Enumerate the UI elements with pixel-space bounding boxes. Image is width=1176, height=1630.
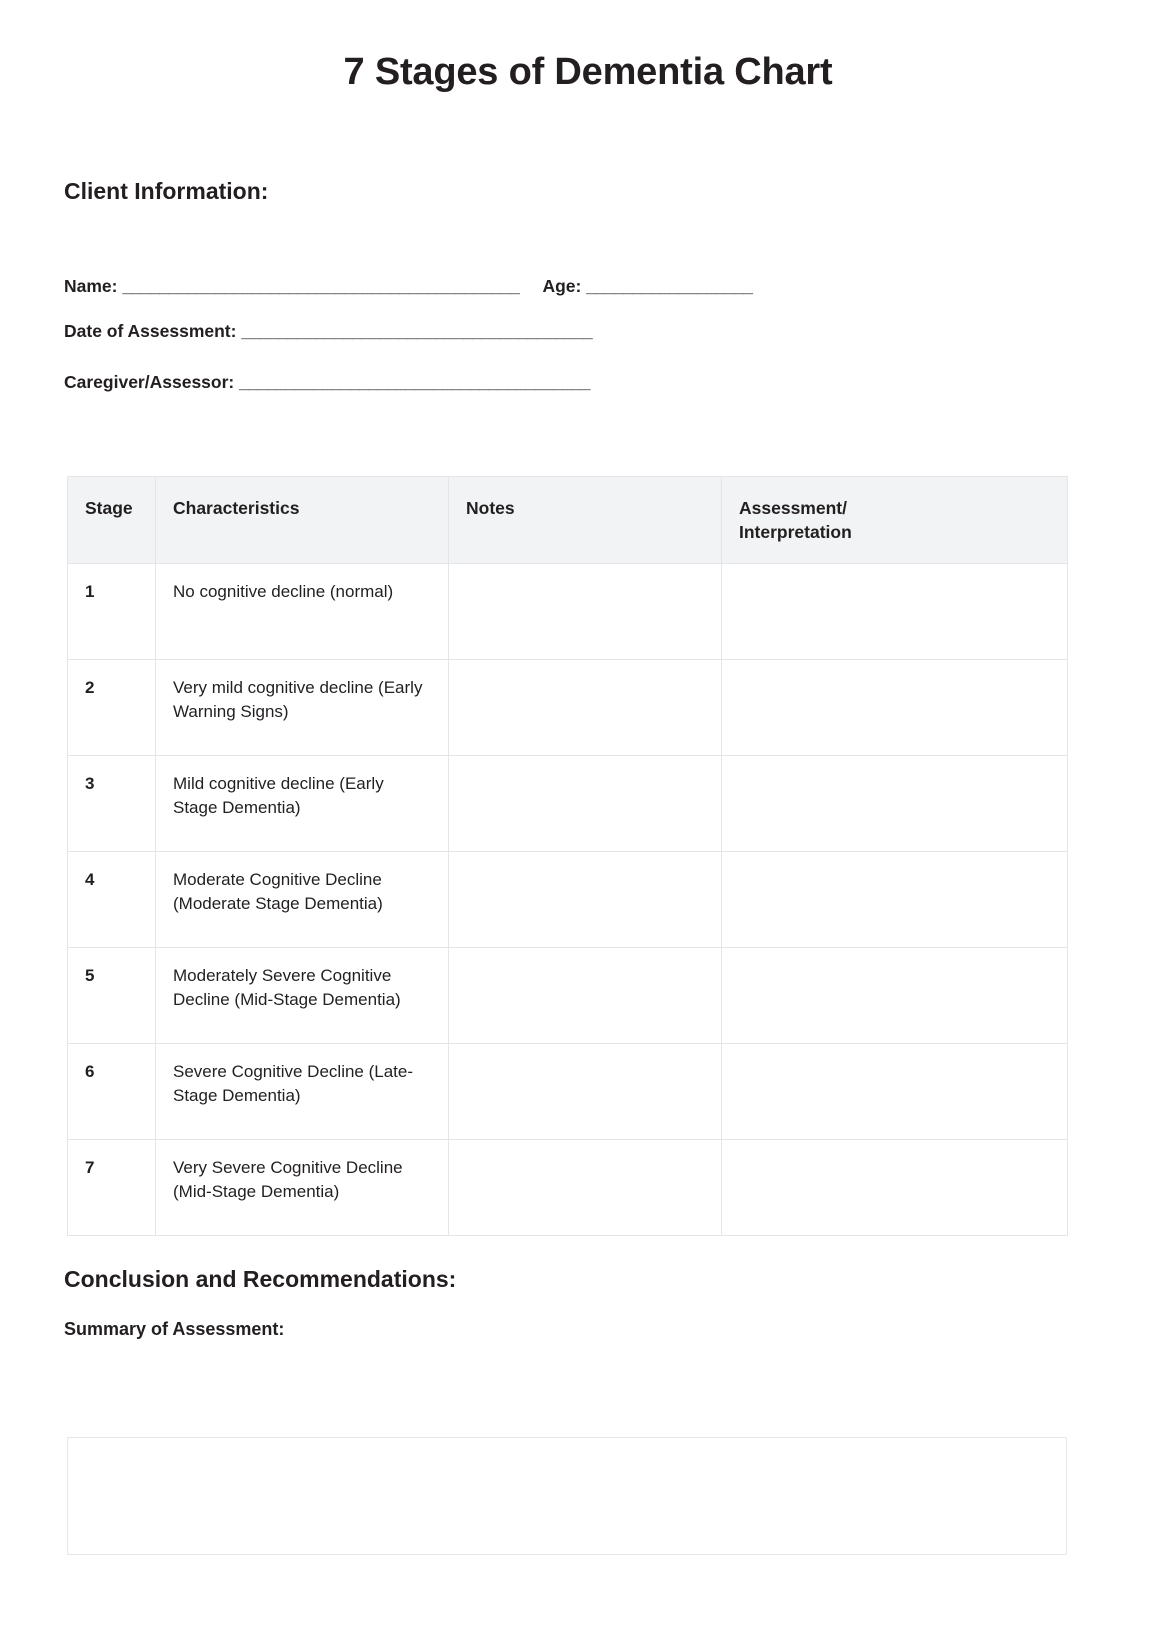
- caregiver-assessor-field-row: [64, 372, 590, 394]
- cell-notes[interactable]: [449, 1140, 722, 1236]
- cell-assessment[interactable]: [722, 756, 1068, 852]
- cell-stage: 1: [68, 564, 156, 660]
- column-header-stage: Stage: [68, 477, 156, 564]
- cell-stage: 2: [68, 660, 156, 756]
- cell-assessment[interactable]: [722, 660, 1068, 756]
- table-header: [68, 477, 1068, 564]
- table-body: [68, 564, 1068, 1236]
- caregiver-assessor-blank-line[interactable]: ______________________________________: [239, 372, 590, 392]
- table-row: [68, 852, 1068, 948]
- column-header-characteristics: Characteristics: [156, 477, 449, 564]
- table-row: [68, 756, 1068, 852]
- caregiver-assessor-label: Caregiver/Assessor:: [64, 372, 235, 392]
- cell-characteristics: Very Severe Cognitive Decline (Mid-Stage Dementia): [156, 1140, 449, 1236]
- cell-characteristics: Moderately Severe Cognitive Decline (Mid-Stage Dementia): [156, 948, 449, 1044]
- date-of-assessment-blank-line[interactable]: ______________________________________: [241, 321, 593, 341]
- date-of-assessment-field-row: [64, 321, 592, 343]
- cell-characteristics: Severe Cognitive Decline (Late-Stage Dementia): [156, 1044, 449, 1140]
- table-row: [68, 1140, 1068, 1236]
- table-row: [68, 660, 1068, 756]
- summary-of-assessment-textbox[interactable]: [67, 1437, 1067, 1555]
- cell-assessment[interactable]: [722, 1044, 1068, 1140]
- table-row: [68, 564, 1068, 660]
- cell-notes[interactable]: [449, 948, 722, 1044]
- summary-of-assessment-label: Summary of Assessment:: [64, 1319, 285, 1339]
- stages-table: [67, 476, 1068, 1236]
- client-information-heading: Client Information:: [64, 178, 269, 204]
- cell-characteristics: Mild cognitive decline (Early Stage Dementia): [156, 756, 449, 852]
- date-of-assessment-label: Date of Assessment:: [64, 321, 237, 341]
- name-field-blank-line[interactable]: ___________________________________________: [122, 276, 520, 296]
- table-row: [68, 948, 1068, 1044]
- cell-notes[interactable]: [449, 852, 722, 948]
- conclusion-and-recommendations-heading: Conclusion and Recommendations:: [64, 1266, 457, 1292]
- name-field-label: Name:: [64, 276, 118, 296]
- page-title: 7 Stages of Dementia Chart: [343, 51, 833, 93]
- cell-characteristics: Very mild cognitive decline (Early Warning Signs): [156, 660, 449, 756]
- cell-stage: 5: [68, 948, 156, 1044]
- name-and-age-field-row: [64, 276, 752, 298]
- cell-assessment[interactable]: [722, 852, 1068, 948]
- cell-stage: 6: [68, 1044, 156, 1140]
- table-header-row: [68, 477, 1068, 564]
- cell-stage: 3: [68, 756, 156, 852]
- age-field-label: Age:: [542, 276, 582, 296]
- cell-notes[interactable]: [449, 756, 722, 852]
- table-row: [68, 1044, 1068, 1140]
- cell-assessment[interactable]: [722, 1140, 1068, 1236]
- age-field-blank-line[interactable]: __________________: [586, 276, 753, 296]
- cell-assessment[interactable]: [722, 564, 1068, 660]
- cell-assessment[interactable]: [722, 948, 1068, 1044]
- cell-notes[interactable]: [449, 1044, 722, 1140]
- cell-notes[interactable]: [449, 660, 722, 756]
- column-header-assessment-line1: Assessment/: [739, 498, 847, 518]
- cell-notes[interactable]: [449, 564, 722, 660]
- column-header-assessment-interpretation: [722, 477, 1068, 564]
- column-header-notes: Notes: [449, 477, 722, 564]
- cell-stage: 4: [68, 852, 156, 948]
- cell-characteristics: No cognitive decline (normal): [156, 564, 449, 660]
- column-header-assessment-line2: Interpretation: [739, 522, 852, 543]
- cell-characteristics: Moderate Cognitive Decline (Moderate Stage Dementia): [156, 852, 449, 948]
- cell-stage: 7: [68, 1140, 156, 1236]
